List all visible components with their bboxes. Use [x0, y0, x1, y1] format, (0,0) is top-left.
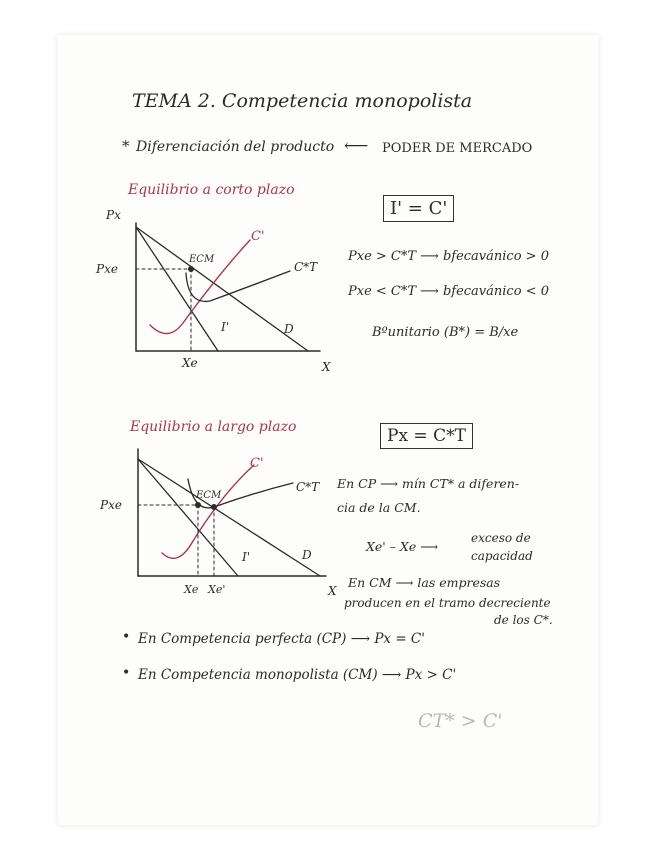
marginal-revenue-line: [138, 459, 238, 576]
axis-label-xe: Xe: [182, 356, 198, 370]
label-ct-star: C*T: [296, 480, 320, 494]
axis-label-px: Px: [106, 208, 121, 222]
long-run-cm-note-3: de los C*.: [494, 613, 553, 627]
axis-label-pxe: Pxe: [96, 262, 118, 276]
label-ecm: ECM: [196, 490, 222, 501]
label-ct-star: C*T: [294, 260, 318, 274]
marginal-cost-curve: [162, 465, 254, 558]
label-ecm: ECM: [189, 254, 215, 265]
long-run-heading: Equilibrio a largo plazo: [130, 419, 297, 435]
short-run-note-2: Pxe < C*T ⟶ bfecavánico < 0: [348, 284, 549, 299]
equilibrium-point: [188, 266, 194, 272]
axis-label-xe-prime: Xe': [208, 583, 226, 596]
short-run-note-1: Pxe > C*T ⟶ bfecavánico > 0: [348, 249, 549, 264]
long-run-graph: [88, 443, 338, 603]
bullet-monopolistic-competition: En Competencia monopolista (CM) ⟶ Px > C': [138, 667, 457, 683]
label-c-prime: C': [250, 456, 264, 471]
equilibrium-point: [195, 502, 201, 508]
long-run-cm-note-2: producen en el tramo decreciente: [344, 596, 551, 610]
axis-label-xe: Xe: [184, 583, 199, 596]
short-run-condition: I' = C': [390, 198, 448, 219]
min-average-cost-point: [211, 504, 217, 510]
label-i-prime: I': [242, 550, 251, 564]
long-run-note-2: cia de la CM.: [337, 500, 421, 515]
label-i-prime: I': [221, 320, 230, 334]
bullet-dot-1: •: [122, 629, 131, 645]
short-run-heading: Equilibrio a corto plazo: [128, 182, 295, 198]
average-cost-curve: [186, 271, 290, 301]
excess-capacity-right-2: capacidad: [471, 549, 533, 563]
differentiation-label: Diferenciación del producto: [136, 139, 335, 155]
label-d: D: [284, 322, 294, 336]
notebook-page: [58, 35, 598, 825]
label-d: D: [302, 548, 312, 562]
market-power-label: PODER DE MERCADO: [382, 141, 533, 156]
excess-capacity-left: Xe' – Xe ⟶: [366, 539, 439, 554]
bullet-perfect-competition: En Competencia perfecta (CP) ⟶ Px = C': [138, 631, 425, 647]
short-run-condition-box: [383, 195, 454, 222]
axis-label-x: X: [328, 584, 337, 598]
long-run-condition: Px = C*T: [387, 426, 466, 446]
long-run-cm-note-1: En CM ⟶ las empresas: [348, 575, 501, 590]
long-run-note-1: En CP ⟶ mín CT* a diferen-: [337, 476, 520, 491]
marginal-revenue-line: [136, 227, 218, 351]
bullet-dot-2: •: [122, 665, 131, 681]
axis-label-pxe: Pxe: [100, 498, 122, 512]
short-run-note-3: Bºunitario (B*) = B/xe: [372, 325, 519, 340]
excess-capacity-right-1: exceso de: [471, 531, 531, 545]
arrow-left-icon: ⟵: [344, 136, 369, 156]
short-run-graph: [88, 205, 338, 375]
asterisk-bullet: *: [122, 137, 130, 155]
page-title: TEMA 2. Competencia monopolista: [132, 90, 473, 112]
label-c-prime: C': [251, 229, 265, 244]
bleed-through-text: CT* > C': [418, 710, 503, 732]
demand-line: [138, 459, 320, 576]
axis-label-x: X: [322, 360, 331, 374]
long-run-condition-box: [380, 423, 473, 449]
